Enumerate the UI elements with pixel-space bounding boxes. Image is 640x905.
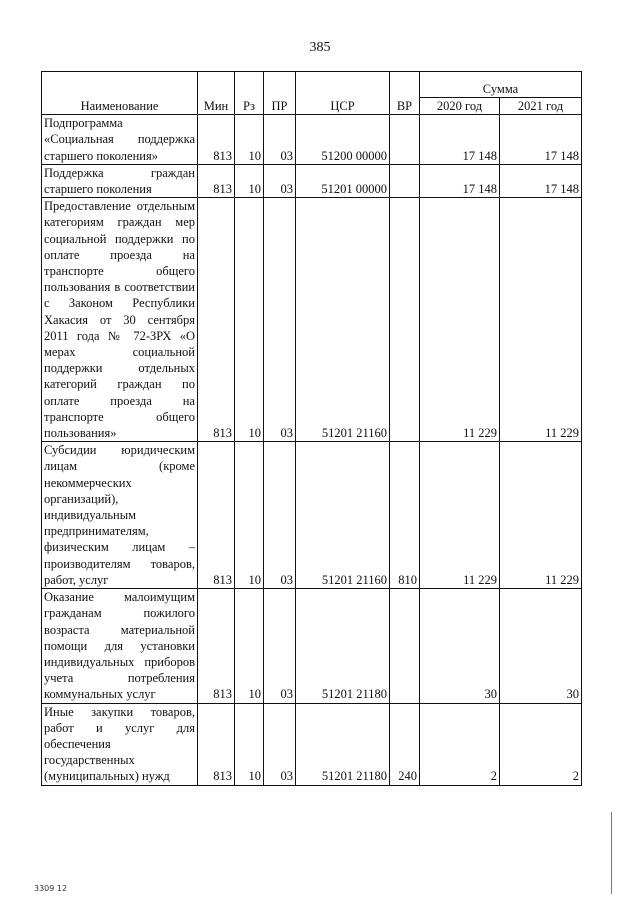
row-vr: 810 xyxy=(390,442,420,589)
row-csr: 51201 21160 xyxy=(296,442,390,589)
row-rz: 10 xyxy=(235,703,264,785)
header-sum: Сумма xyxy=(420,72,582,98)
row-min: 813 xyxy=(198,198,235,442)
row-sum-2020: 17 148 xyxy=(420,164,500,197)
budget-table xyxy=(41,71,582,786)
row-pr: 03 xyxy=(264,703,296,785)
row-csr: 51201 21180 xyxy=(296,589,390,703)
table-row xyxy=(42,703,582,785)
row-min: 813 xyxy=(198,589,235,703)
table-body xyxy=(42,115,582,785)
table-row xyxy=(42,442,582,589)
row-pr: 03 xyxy=(264,164,296,197)
header-rz: Рз xyxy=(235,72,264,115)
table-row xyxy=(42,115,582,165)
row-vr xyxy=(390,115,420,165)
row-min: 813 xyxy=(198,164,235,197)
row-sum-2021: 17 148 xyxy=(500,115,582,165)
margin-rule xyxy=(611,812,612,894)
row-name: Предоставление отдельным категориям граждан мер социальной поддержки по оплате проезда на транспорте общего пользования в соответствии с Законом Республики Хакасия от 30 сентября 2011 года № 72-ЗРХ «О мерах социальной поддержки отдельных категорий граждан по оплате проезда на транспорте общего пользования» xyxy=(42,198,198,442)
row-sum-2020: 17 148 xyxy=(420,115,500,165)
row-name: Подпрограмма «Социальная поддержка старшего поколения» xyxy=(42,115,198,165)
row-vr xyxy=(390,589,420,703)
row-vr xyxy=(390,164,420,197)
header-year-2020: 2020 год xyxy=(420,98,500,115)
row-csr: 51201 21180 xyxy=(296,703,390,785)
row-sum-2020: 11 229 xyxy=(420,198,500,442)
row-rz: 10 xyxy=(235,442,264,589)
row-pr: 03 xyxy=(264,198,296,442)
table-row xyxy=(42,589,582,703)
row-sum-2021: 2 xyxy=(500,703,582,785)
row-pr: 03 xyxy=(264,442,296,589)
row-rz: 10 xyxy=(235,164,264,197)
row-name: Иные закупки товаров, работ и услуг для обеспечения государственных (муниципальных) нужд xyxy=(42,703,198,785)
table-header xyxy=(42,72,582,115)
row-sum-2021: 11 229 xyxy=(500,442,582,589)
row-min: 813 xyxy=(198,115,235,165)
row-name: Поддержка граждан старшего поколения xyxy=(42,164,198,197)
row-min: 813 xyxy=(198,442,235,589)
header-min: Мин xyxy=(198,72,235,115)
header-year-2021: 2021 год xyxy=(500,98,582,115)
header-pr: ПР xyxy=(264,72,296,115)
row-sum-2020: 2 xyxy=(420,703,500,785)
row-pr: 03 xyxy=(264,115,296,165)
row-pr: 03 xyxy=(264,589,296,703)
row-sum-2021: 30 xyxy=(500,589,582,703)
row-csr: 51200 00000 xyxy=(296,115,390,165)
row-sum-2020: 11 229 xyxy=(420,442,500,589)
row-rz: 10 xyxy=(235,198,264,442)
row-vr xyxy=(390,198,420,442)
row-name: Оказание малоимущим гражданам пожилого возраста материальной помощи для установки индивидуальных приборов учета потребления коммунальных услуг xyxy=(42,589,198,703)
row-rz: 10 xyxy=(235,115,264,165)
row-sum-2021: 17 148 xyxy=(500,164,582,197)
row-vr: 240 xyxy=(390,703,420,785)
page-number: 385 xyxy=(309,40,331,55)
row-min: 813 xyxy=(198,703,235,785)
row-name: Субсидии юридическим лицам (кроме некоммерческих организаций), индивидуальным предпринимателям, физическим лицам – производителям товаров, работ, услуг xyxy=(42,442,198,589)
header-vr: ВР xyxy=(390,72,420,115)
header-name: Наименование xyxy=(42,72,198,115)
table-row xyxy=(42,198,582,442)
row-csr: 51201 21160 xyxy=(296,198,390,442)
row-sum-2020: 30 xyxy=(420,589,500,703)
table-row xyxy=(42,164,582,197)
footer-code: 3309 12 xyxy=(34,884,68,893)
row-rz: 10 xyxy=(235,589,264,703)
row-csr: 51201 00000 xyxy=(296,164,390,197)
row-sum-2021: 11 229 xyxy=(500,198,582,442)
header-csr: ЦСР xyxy=(296,72,390,115)
